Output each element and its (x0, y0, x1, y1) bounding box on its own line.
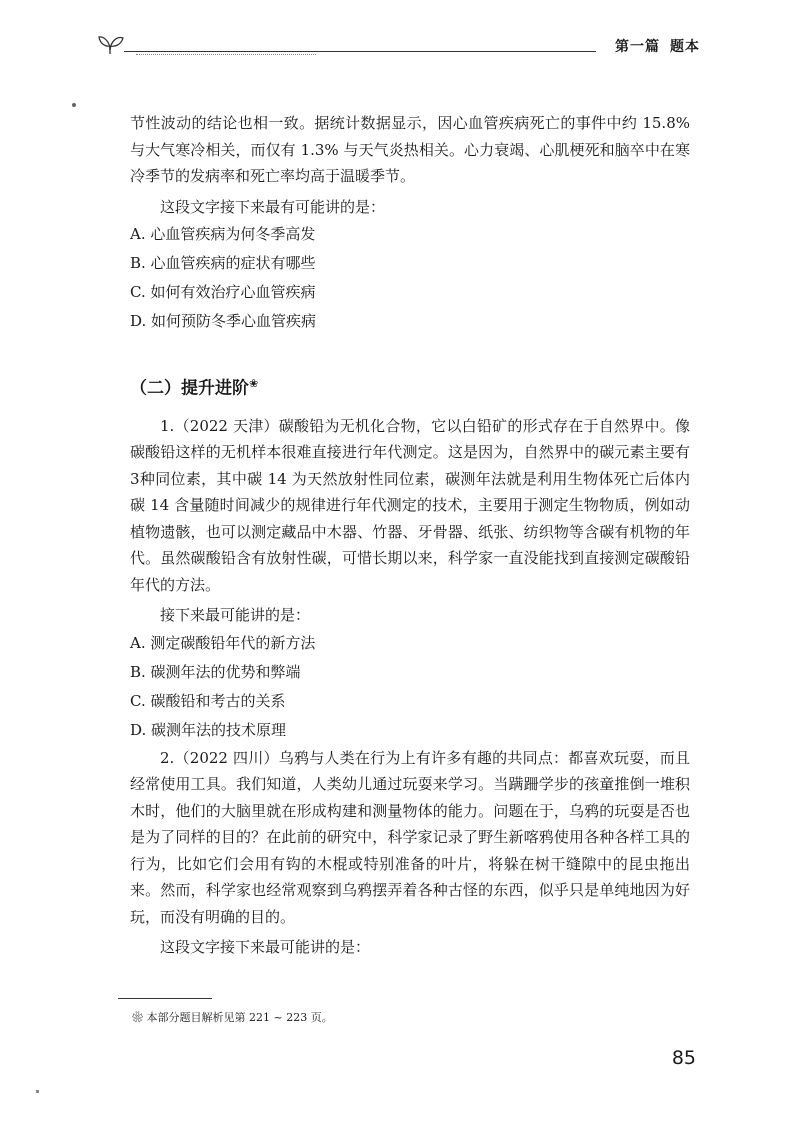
section-heading-text: （二）提升进阶 (130, 378, 249, 399)
scan-speck (36, 1090, 39, 1093)
page-header (96, 28, 700, 62)
q1-option-d: D. 碳测年法的技术原理 (130, 720, 287, 739)
q1-option-a: A. 测定碳酸铅年代的新方法 (130, 633, 316, 652)
q2-question: 这段文字接下来最可能讲的是： (160, 938, 371, 957)
header-title (605, 36, 700, 56)
q1-option-c: C. 碳酸铅和考古的关系 (130, 691, 286, 710)
intro-option-b: B. 心血管疾病的症状有哪些 (130, 254, 316, 272)
header-rule (124, 51, 596, 52)
page-number: 85 (671, 1047, 696, 1069)
intro-option-c: C. 如何有效治疗心血管疾病 (130, 283, 316, 301)
header-chapter: 第一篇 (615, 39, 660, 55)
q1-paragraph: 1.（2022 天津）碳酸铅为无机化合物，它以白铅矿的形式存在于自然界中。像碳酸铅这样的无机样本很难直接进行年代测定。这是因为，自然界中的碳元素主要有3种同位素，其中碳 14 为天然放射性同位素，碳测年法就是利用生物体死亡后体内碳 14 含量随时间减少的规律进行年代测定的技术，主要用于测定生物物质，例如动植物遗骸，也可以测定藏品中木器、竹器、牙骨器、纸张、纺织物等含碳有机物的年代。虽然碳酸铅含有放射性碳，可惜长期以来，科学家一直没能找到直接测定碳酸铅年代的方法。 (130, 416, 690, 594)
section-heading (130, 370, 690, 403)
intro-option-d: D. 如何预防冬季心血管疾病 (130, 312, 317, 330)
flower-mark-icon: ❀ (249, 377, 259, 390)
header-section: 题本 (670, 39, 700, 55)
page-body (130, 110, 690, 961)
q1-option-b: B. 碳测年法的优势和弊端 (130, 662, 301, 681)
footnote: ❀ 本部分题目解析见第 221 ~ 223 页。 (132, 1011, 333, 1024)
q1-question: 接下来最可能讲的是： (160, 606, 311, 625)
scan-speck (72, 103, 76, 107)
q2-paragraph: 2.（2022 四川）乌鸦与人类在行为上有许多有趣的共同点：都喜欢玩耍，而且经常使用工具。我们知道，人类幼儿通过玩耍来学习。当蹒跚学步的孩童推倒一堆积木时，他们的大脑里就在形成构建和测量物体的能力。问题在于，乌鸦的玩耍是否也是为了同样的目的？在此前的研究中，科学家记录了野生新喀鸦使用各种各样工具的行为，比如它们会用有钩的木棍或特别准备的叶片，将躲在树干缝隙中的昆虫拖出来。然而，科学家也经常观察到乌鸦摆弄着各种古怪的东西，似乎只是单纯地因为好玩，而没有明确的目的。 (130, 748, 690, 926)
intro-question: 这段文字接下来最有可能讲的是： (160, 197, 386, 216)
footnote-rule (118, 998, 212, 999)
intro-paragraph: 节性波动的结论也相一致。据统计数据显示，因心血管疾病死亡的事件中约 15.8% 与大气寒冷相关，而仅有 1.3% 与天气炎热相关。心力衰竭、心肌梗死和脑卒中在寒冷季节的发病率和死亡率均高于温暖季节。 (130, 114, 690, 185)
header-rule-dotted (136, 54, 316, 55)
sprout-icon (96, 28, 126, 58)
intro-option-a: A. 心血管疾病为何冬季高发 (130, 225, 316, 243)
